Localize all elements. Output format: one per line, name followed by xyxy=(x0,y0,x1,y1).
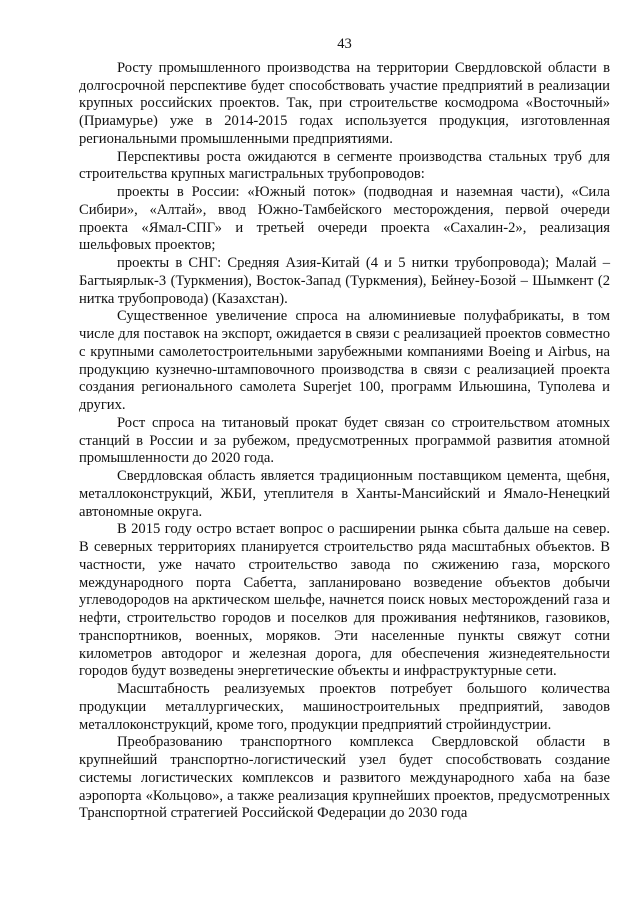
paragraph-titanium: Рост спроса на титановый прокат будет связан со строительством атомных станций в России и за рубежом, предусмотренных программой развития атомной промышленности до 2020 года. xyxy=(79,414,610,467)
paragraph-transport-hub: Преобразованию транспортного комплекса Свердловской области в крупнейший транспортно-логистический узел будет способствовать создание системы логистических комплексов и развитого международного хаба на базе аэропорта «Кольцово», а также реализация крупнейших проектов, предусмотренных Транспортной стратегией Российской Федерации до 2030 года xyxy=(79,734,610,822)
paragraph-steel-pipes: Перспективы роста ожидаются в сегменте производства стальных труб для строительства крупных магистральных трубопроводов: xyxy=(79,148,610,183)
paragraph-aluminium: Существенное увеличение спроса на алюминиевые полуфабрикаты, в том числе для поставок на экспорт, ожидается в связи с реализацией проектов совместно с крупными самолетостроительными зарубежными компаниями Boeing и Airbus, на продукцию кузнечно-штамповочного производства в связи с реализацией проекта создания регионального самолета Superjet 100, программ Ильюшина, Туполева и других. xyxy=(79,308,610,413)
paragraph-north-market: В 2015 году остро встает вопрос о расширении рынка сбыта дальше на север. В северных территориях планируется строительство ряда масштабных объектов. В частности, уже начато строительство завода по сжижению газа, морского международного порта Сабетта, запланировано возведение объектов добычи углеводородов на арктическом шельфе, начнется поиск новых месторождений газа и нефти, строительство городов и поселков для проживания нефтяников, газовиков, транспортников, военных, моряков. Эти населенные пункты свяжут сотни километров автодорог и железная дорога, для обеспечения жизнедеятельности городов будут возведены энергетические объекты и инфраструктурные сети. xyxy=(79,521,610,680)
document-page xyxy=(79,36,610,823)
paragraph-cement-supply: Свердловская область является традиционным поставщиком цемента, щебня, металлоконструкций, ЖБИ, утеплителя в Ханты-Мансийский и Ямало-Ненецкий автономные округа. xyxy=(79,468,610,520)
paragraph-industrial-growth: Росту промышленного производства на территории Свердловской области в долгосрочной перспективе будет способствовать участие предприятий в реализации крупных российских проектов. Так, при строительстве космодрома «Восточный» (Приамурье) уже в 2014-2015 годах используется продукция, изготовленная региональными промышленными предприятиями. xyxy=(79,59,610,147)
paragraph-project-scale: Масштабность реализуемых проектов потребует большого количества продукции металлургических, машиностроительных предприятий, заводов металлоконструкций, кроме того, продукции предприятий стройиндустрии. xyxy=(79,681,610,733)
paragraph-cis-projects: проекты в СНГ: Средняя Азия-Китай (4 и 5 нитки трубопровода); Малай – Багтыярлык-3 (Туркмения), Восток-Запад (Туркмения), Бейнеу-Бозой – Шымкент (2 нитка трубопровода) (Казахстан). xyxy=(79,255,610,307)
paragraph-russia-projects: проекты в России: «Южный поток» (подводная и наземная части), «Сила Сибири», «Алтай», ввод Южно-Тамбейского месторождения, первой очереди проекта «Ямал-СПГ» и третьей очереди проекта «Сахалин-2», реализация шельфовых проектов; xyxy=(79,184,610,254)
page-number: 43 xyxy=(337,36,352,52)
